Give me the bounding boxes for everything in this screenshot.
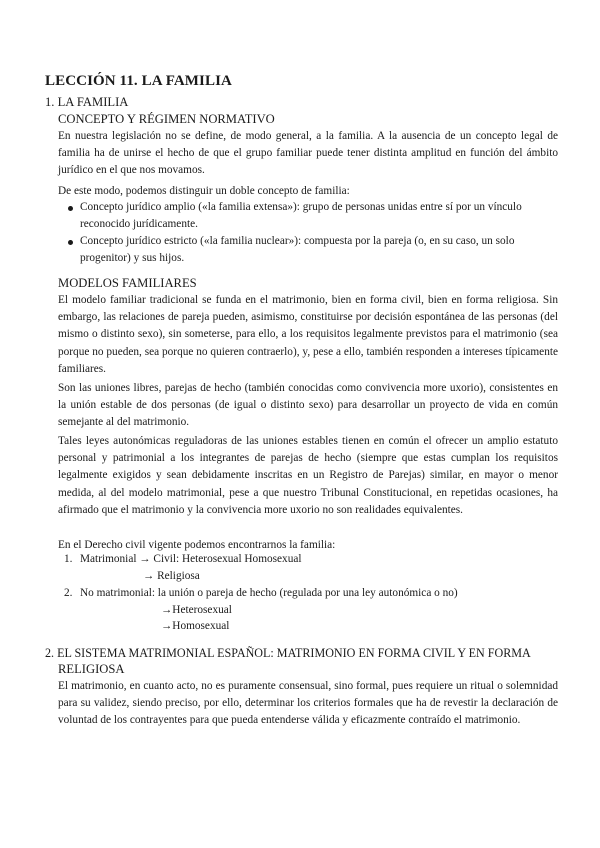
list-item-no-matrimonial: No matrimonial: la unión o pareja de hecho (regulada por una ley autonómica o no) — [80, 587, 458, 599]
list-subitem-heterosexual: →Heterosexual — [161, 604, 232, 616]
lesson-title: LECCIÓN 11. LA FAMILIA — [45, 73, 232, 89]
section1-heading: 1. LA FAMILIA — [45, 95, 129, 109]
list-item-matrimonial: Matrimonial → Civil: Heterosexual Homosexual — [80, 553, 302, 565]
concept-bullet-1: Concepto jurídico amplio («la familia extensa»): grupo de personas unidas entre sí por un vínculo reconocido jurídicamente. — [80, 201, 522, 231]
models-paragraph-4: En el Derecho civil vigente podemos encontrarnos la familia: — [58, 539, 336, 551]
list-subitem-religiosa: → Religiosa — [143, 570, 200, 582]
list-number: 1. — [64, 553, 73, 565]
bullet-icon — [68, 206, 73, 211]
section2-heading-line1: 2. EL SISTEMA MATRIMONIAL ESPAÑOL: MATRIMONIO EN FORMA CIVIL Y EN FORMA — [45, 646, 531, 660]
concept-bullet-2: Concepto jurídico estricto («la familia nuclear»): compuesta por la pareja (o, en su caso, un solo progenitor) y sus hijos. — [80, 235, 515, 265]
models-paragraph-2: Son las uniones libres, parejas de hecho (también conocidas como convivencia more uxorio), consistentes en la unión estable de dos personas (de igual o distinto sexo) para desarrollar un proyecto de vida en común semejante al del matrimonio. — [58, 382, 558, 429]
concept-paragraph-1: En nuestra legislación no se define, de modo general, a la familia. A la ausencia de un concepto legal de familia ha de unirse el hecho de que el grupo familiar puede tener distinta amplitud en función del ámbito jurídico en el que nos movamos. — [58, 130, 558, 177]
concept-paragraph-2: De este modo, podemos distinguir un doble concepto de familia: — [58, 185, 350, 197]
list-number: 2. — [64, 587, 73, 599]
models-paragraph-1: El modelo familiar tradicional se funda en el matrimonio, bien en forma civil, bien en forma religiosa. Sin embargo, las relaciones de pareja pueden, asimismo, constituirse por decisión espontánea de las personas (del mismo o distinto sexo), sin someterse, para ello, a los requisitos legalmente previstos para el matrimonio (sea porque no pueden, sea porque no quieren contraerlo), y, pese a ello, también responden a intereses típicamente familiares. — [58, 294, 558, 375]
section2-paragraph-1: El matrimonio, en cuanto acto, no es puramente consensual, sino formal, pues requiere un ritual o solemnidad para su validez, siendo preciso, por ello, determinar los criterios formales que ha de revestir la declaración de voluntad de los contrayentes para que pueda entenderse válida y eficazmente contraído el matrimonio. — [58, 680, 558, 727]
concept-subheading: CONCEPTO Y RÉGIMEN NORMATIVO — [58, 112, 275, 126]
models-paragraph-3: Tales leyes autonómicas reguladoras de las uniones estables tienen en común el ofrecer un amplio estatuto personal y patrimonial a los integrantes de parejas de hecho (siempre que estas cumplan los requisitos legalmente exigidos y sean debidamente inscritas en un Registro de Parejas) similar, en mayor o menor medida, al del modelo matrimonial, pese a que nuestro Tribunal Constitucional, en repetidas ocasiones, ha afirmado que el matrimonio y la convivencia more uxorio no son realidades equivalentes. — [58, 435, 558, 516]
section2-heading-line2: RELIGIOSA — [58, 662, 125, 676]
list-subitem-homosexual: →Homosexual — [161, 620, 230, 632]
models-subheading: MODELOS FAMILIARES — [58, 276, 197, 290]
bullet-icon — [68, 240, 73, 245]
